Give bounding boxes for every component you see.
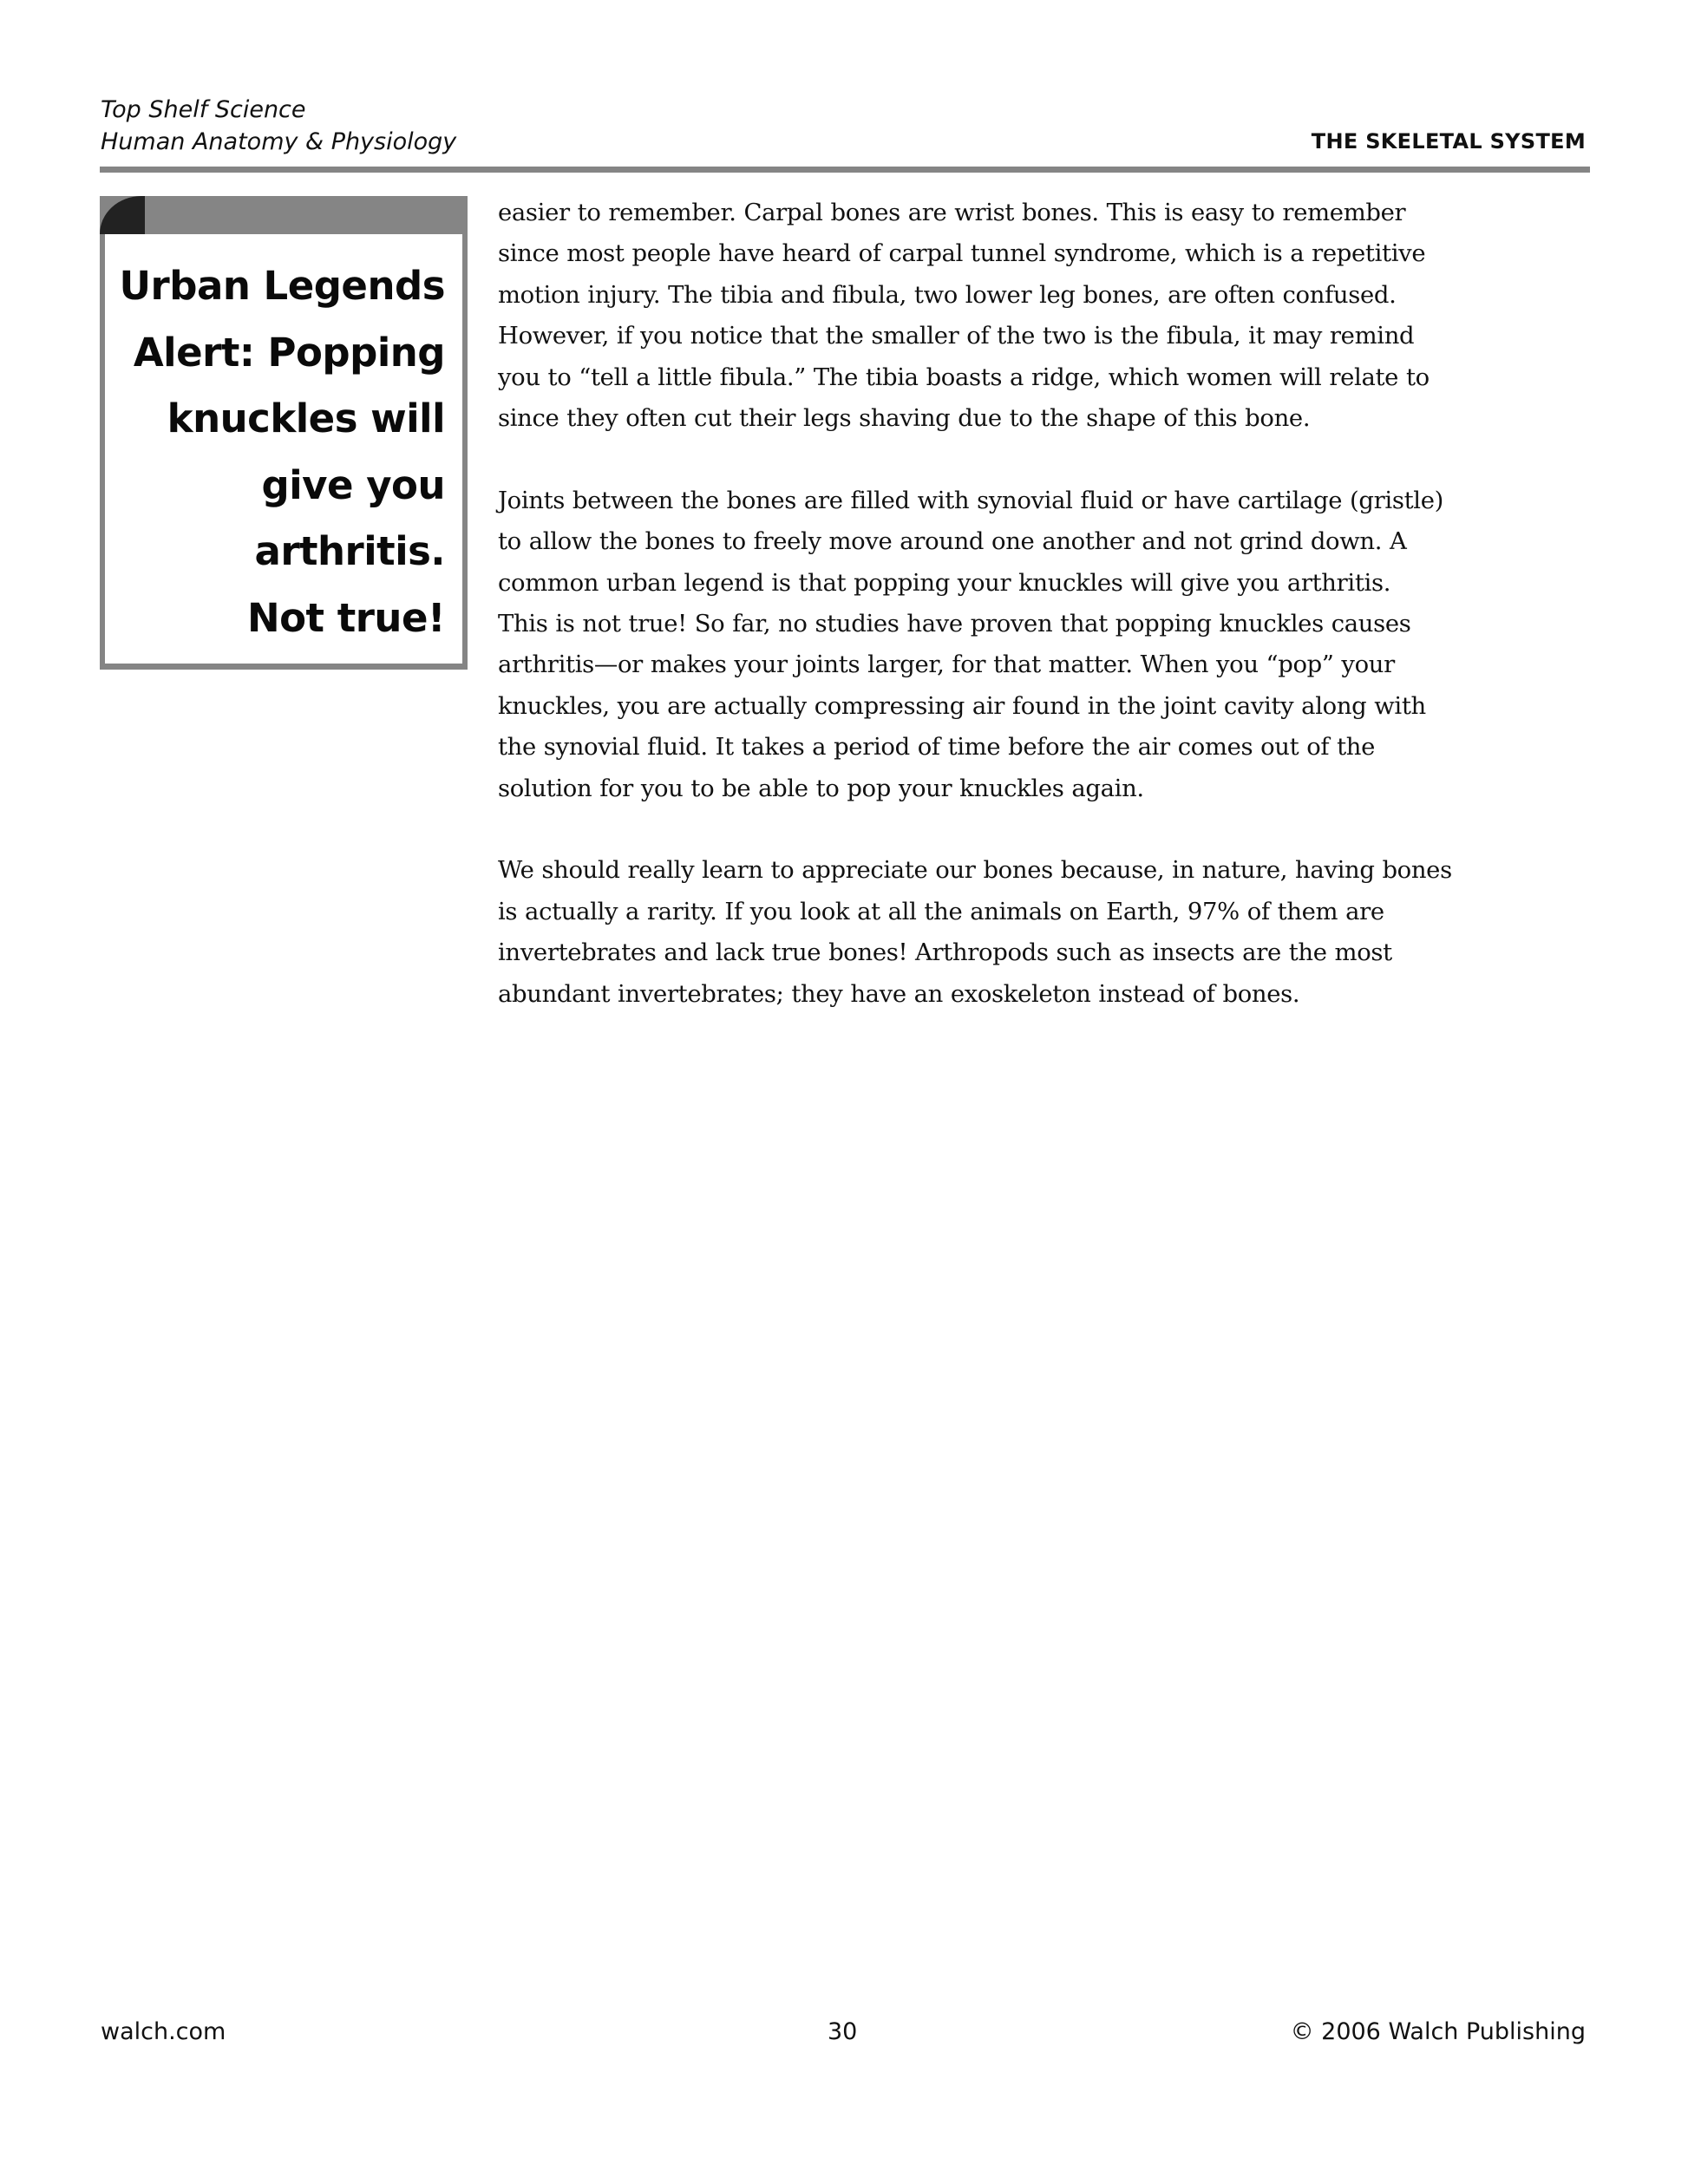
footer-website: walch.com [101,2018,226,2045]
text-line: knuckles, you are actually compressing air found in the joint cavity along with [498,691,1426,720]
footer-copyright: © 2006 Walch Publishing [1290,2018,1586,2045]
series-title: Top Shelf Science [101,96,306,123]
text-line: invertebrates and lack true bones! Arthropods such as insects are the most [498,938,1392,967]
paragraph-bone-mnemonics [498,193,1600,439]
running-head [101,94,456,158]
text-line: since they often cut their legs shaving due to the shape of this bone. [498,404,1311,433]
page-number: 30 [828,2018,858,2045]
book-title: Human Anatomy & Physiology [101,128,457,155]
text-line: abundant invertebrates; they have an exoskeleton instead of bones. [498,979,1300,1008]
text-line: easier to remember. Carpal bones are wrist bones. This is easy to remember [498,199,1406,226]
callout-line: Not true! [246,594,445,641]
callout-line: Urban Legends [119,263,445,309]
text-line: arthritis—or makes your joints larger, for that matter. When you “pop” your [498,651,1395,679]
text-line: solution for you to be able to pop your knuckles again. [498,774,1144,802]
callout-line: arthritis. [254,528,445,574]
text-line: the synovial fluid. It takes a period of time before the air comes out of the [498,733,1375,762]
callout-line: Alert: Popping [133,329,445,376]
text-line: to allow the bones to freely move around one another and not grind down. A [498,527,1407,556]
text-line: This is not true! So far, no studies have proven that popping knuckles causes [498,610,1411,638]
paragraph-invertebrates [498,850,1600,1015]
text-line: you to “tell a little fibula.” The tibia boasts a ridge, which women will relate to [498,363,1430,391]
text-line: since most people have heard of carpal tunnel syndrome, which is a repetitive [498,239,1426,268]
text-line: motion injury. The tibia and fibula, two lower leg bones, are often confused. [498,280,1397,309]
header-rule [100,167,1590,173]
text-line: However, if you notice that the smaller of the two is the fibula, it may remind [498,322,1415,350]
callout-line: knuckles will [167,396,445,441]
callout-top-bar [100,196,468,234]
section-title: THE SKELETAL SYSTEM [1311,129,1586,154]
urban-legends-callout [100,196,468,669]
text-line: is actually a rarity. If you look at all the animals on Earth, 97% of them are [498,897,1384,925]
callout-text [115,253,445,651]
paragraph-joints [498,481,1600,809]
text-line: common urban legend is that popping your knuckles will give you arthritis. [498,568,1391,597]
body-text [498,193,1600,1056]
callout-line: give you [261,461,445,508]
callout-box [100,234,468,670]
text-line: We should really learn to appreciate our bones because, in nature, having bones [498,856,1452,885]
text-line: Joints between the bones are filled with synovial fluid or have cartilage (gristle) [498,486,1443,514]
